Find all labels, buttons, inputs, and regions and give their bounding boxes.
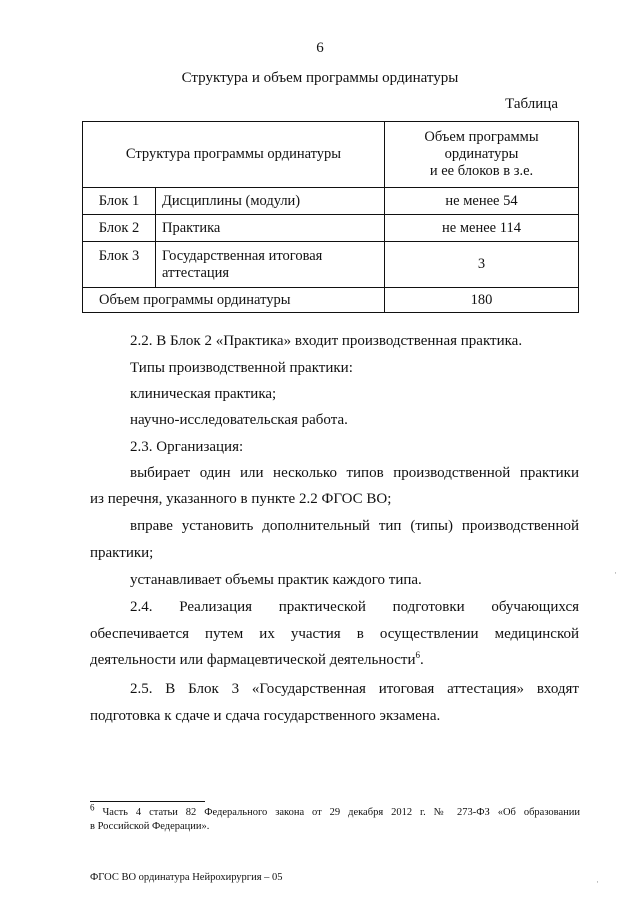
paragraph-2-4-line1: 2.4. Реализация практической подготовки обучающихся: [130, 599, 579, 615]
footnote-divider: [90, 801, 205, 802]
block-cell: Блок 3: [83, 242, 156, 288]
table-header-row: [83, 122, 579, 188]
block-volume-cell: не менее 114: [385, 215, 579, 242]
paragraph-select-types-line1: выбирает один или несколько типов производственной практики: [130, 465, 579, 481]
paragraph-set-volumes: устанавливает объемы практик каждого типа.: [130, 572, 422, 588]
total-label-cell: Объем программы ординатуры: [83, 288, 385, 313]
footnote-number: 6: [90, 802, 95, 813]
block-volume-cell: не менее 54: [385, 188, 579, 215]
header-volume-line: ординатуры: [444, 146, 519, 162]
page-number: 6: [316, 40, 324, 56]
footnote-reference: 6: [415, 650, 420, 660]
table-caption: Таблица: [505, 96, 558, 112]
table-total-row: [83, 288, 579, 313]
header-structure-text: Структура программы ординатуры: [125, 146, 342, 162]
footnote-text: Часть 4 статьи 82 Федерального закона от 29 декабря 2012 г. № 273-ФЗ «Об образовании: [102, 807, 581, 818]
paragraph-2-5-line1: 2.5. В Блок 3 «Государственная итоговая аттестация» входят: [130, 681, 579, 697]
header-volume-line: и ее блоков в з.е.: [429, 163, 534, 179]
table-row: [83, 215, 579, 242]
list-item-research-work: научно-исследовательская работа.: [130, 412, 348, 428]
page-footer: ФГОС ВО ординатура Нейрохирургия – 05: [90, 872, 283, 883]
paragraph-practice-types: Типы производственной практики:: [130, 360, 353, 376]
header-volume-line: Объем программы: [424, 129, 539, 145]
paragraph-2-3: 2.3. Организация:: [130, 439, 244, 455]
paragraph-2-4-line3-text: деятельности или фармацевтической деятельности: [90, 652, 416, 668]
paragraph-2-5-line2: подготовка к сдаче и сдача государственного экзамена.: [90, 708, 441, 724]
total-value-cell: 180: [385, 288, 579, 313]
table-row: [83, 242, 579, 288]
block-cell: Блок 2: [83, 215, 156, 242]
header-structure-cell: [83, 122, 385, 188]
paragraph-2-2: 2.2. В Блок 2 «Практика» входит производственная практика.: [130, 333, 523, 349]
paragraph-select-types-line2: из перечня, указанного в пункте 2.2 ФГОС ВО;: [90, 491, 392, 507]
footnote: [90, 802, 581, 834]
program-structure-table: [82, 121, 579, 313]
paragraph-2-4-line2: обеспечивается путем их участия в осуществлении медицинской: [90, 626, 579, 642]
footnote-line2: в Российской Федерации».: [90, 821, 210, 832]
scan-mark: ·: [614, 568, 617, 578]
header-volume-cell: [385, 122, 579, 188]
document-title: Структура и объем программы ординатуры: [181, 70, 459, 86]
list-item-clinical-practice: клиническая практика;: [130, 386, 277, 402]
paragraph-2-4-line3: [90, 650, 424, 670]
paragraph-additional-type-line1: вправе установить дополнительный тип (типы) производственной: [130, 518, 579, 534]
table-row: [83, 188, 579, 215]
scan-mark: ·: [596, 877, 599, 887]
block-volume-cell: 3: [385, 242, 579, 288]
block-name-cell: Государственная итоговая аттестация: [156, 242, 385, 288]
footnote-line1: [90, 802, 581, 820]
paragraph-additional-type-line2: практики;: [90, 545, 154, 561]
block-name-cell: Дисциплины (модули): [156, 188, 385, 215]
paragraph-2-4-line3-end: .: [420, 652, 424, 668]
block-cell: Блок 1: [83, 188, 156, 215]
block-name-cell: Практика: [156, 215, 385, 242]
